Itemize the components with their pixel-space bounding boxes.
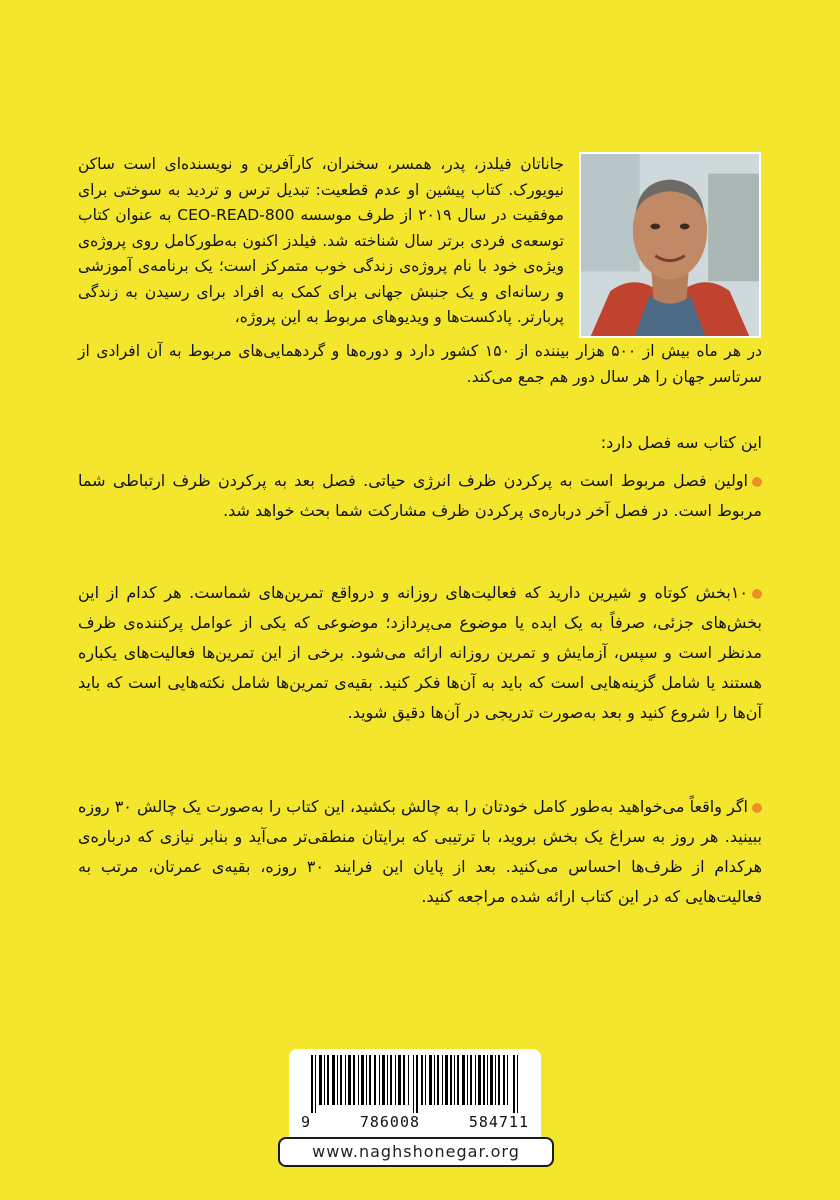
bullet-text: ۱۰بخش کوتاه و شیرین دارید که فعالیت‌های روزانه و درواقع تمرین‌های شماست. هر کدام از این بخش‌های جزئی، صرفاً به یک ایده یا موضوع می‌پردازد؛ موضوعی که یکی از عوامل پرکننده‌ی ظرف مدنظر است و سپس، آزمایش و تمرین روزانه ارائه می‌شود. برخی از این تمرین‌ها فعالیت‌های یکباره هستند یا شامل گزینه‌هایی است که باید به آن‌ها فکر کنید. بقیه‌ی تمرین‌ها شامل نکته‌هایی است که باید آن‌ها را شروع کنید و بعد به‌صورت تدریجی در آن‌ها دقیق شوید.: [78, 583, 762, 722]
barcode-digits: [289, 1113, 541, 1131]
author-bio: جاناتان فیلدز، پدر، همسر، سخنران، کارآفرین و نویسنده‌ای است ساکن نیویورک. کتاب پیشین او عدم قطعیت: تبدیل ترس و تردید به سوختی برای موفقیت در سال ۲۰۱۹ از طرف موسسه 800-CEO-READ به عنوان کتاب توسعه‌ی فردی برتر سال شناخته شد. فیلدز اکنون به‌طورکامل روی پروژه‌ی ویژه‌ی خود با نام پروژه‌ی زندگی خوب متمرکز است؛ یک برنامه‌ی آموزشی و رسانه‌ای و یک جنبش جهانی برای کمک به افراد برای رسیدن به زندگی پربارتر. پادکست‌ها و ویدیوهای مربوط به این پروژه،: [78, 155, 564, 326]
author-photo: [579, 152, 761, 338]
chapter-bullet-1: [78, 466, 762, 526]
chapters-intro: این کتاب سه فصل دارد:: [600, 433, 762, 452]
bullet-dot-icon: [752, 803, 762, 813]
publisher-website: www.naghshonegar.org: [278, 1137, 554, 1167]
barcode-digit-group: 9: [301, 1113, 312, 1131]
isbn-barcode: [289, 1049, 541, 1145]
bullet-text: اگر واقعاً می‌خواهید به‌طور کامل خودتان را به چالش بکشید، این کتاب را به‌صورت یک چالش ۳۰ روزه ببینید. هر روز به سراغ یک بخش بروید، با ترتیبی که برایتان منطقی‌تر می‌آید و بنابر نیازی که درباره‌ی هرکدام از ظرف‌ها احساس می‌کنید. بعد از پایان این فرایند ۳۰ روزه، بقیه‌ی عمرتان، مرتب به فعالیت‌هایی که در این کتاب ارائه شده مراجعه کنید.: [78, 797, 763, 906]
chapter-bullet-2: [78, 578, 762, 728]
bullet-dot-icon: [752, 477, 762, 487]
chapter-bullet-3: [78, 792, 762, 912]
bullet-dot-icon: [752, 589, 762, 599]
bullet-text: اولین فصل مربوط است به پرکردن ظرف انرژی حیاتی. فصل بعد به پرکردن ظرف ارتباطی شما مربوط است. در فصل آخر درباره‌ی پرکردن ظرف مشارکت شما بحث خواهد شد.: [78, 471, 762, 520]
barcode-digit-group: 786008: [359, 1113, 421, 1131]
author-bio-continued: در هر ماه بیش از ۵۰۰ هزار بیننده از ۱۵۰ کشور دارد و دوره‌ها و گردهمایی‌های مربوط به آن افرادی از سرتاسر جهان را هر سال دور هم جمع می‌کند.: [78, 342, 762, 386]
barcode-digit-group: 584711: [468, 1113, 529, 1131]
